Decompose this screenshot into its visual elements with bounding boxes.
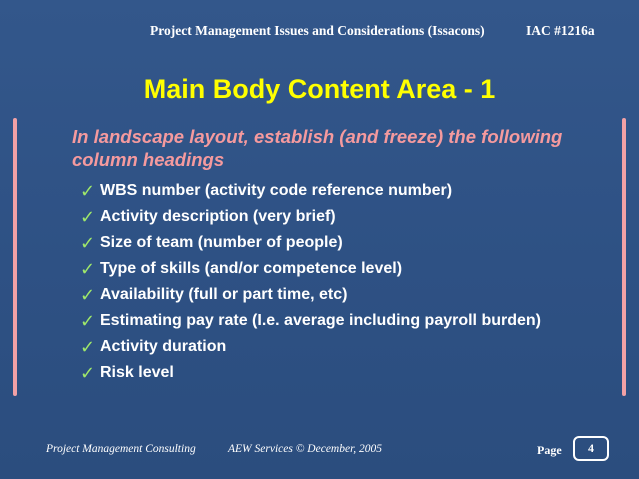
- footer-company: Project Management Consulting: [46, 443, 196, 455]
- list-item: [80, 334, 541, 360]
- page-number-box: [573, 436, 609, 461]
- checkmark-icon: ✓: [80, 362, 96, 384]
- bullet-list: [80, 178, 541, 386]
- bullet-text: Activity duration: [100, 338, 227, 355]
- page-label: Page: [537, 443, 562, 457]
- bullet-text: Availability (full or part time, etc): [100, 286, 348, 303]
- bullet-text: Activity description (very brief): [100, 208, 336, 225]
- bullet-text: WBS number (activity code reference number): [100, 182, 453, 199]
- checkmark-icon: ✓: [80, 310, 96, 332]
- list-item: [80, 308, 541, 334]
- list-item: [80, 178, 541, 204]
- bullet-text: Estimating pay rate (I.e. average including payroll burden): [100, 312, 541, 329]
- left-accent-bar: [13, 118, 17, 396]
- checkmark-icon: ✓: [80, 258, 96, 280]
- list-item: [80, 230, 541, 256]
- header-title: Project Management Issues and Considerations (Issacons): [150, 23, 485, 38]
- right-accent-bar: [622, 118, 626, 396]
- slide-title: Main Body Content Area - 1: [143, 74, 496, 104]
- list-item: [80, 256, 541, 282]
- bullet-text: Risk level: [100, 364, 174, 381]
- list-item: [80, 360, 541, 386]
- list-item: [80, 204, 541, 230]
- header-id: IAC #1216a: [526, 23, 595, 38]
- checkmark-icon: ✓: [80, 232, 96, 254]
- checkmark-icon: ✓: [80, 180, 96, 202]
- checkmark-icon: ✓: [80, 284, 96, 306]
- checkmark-icon: ✓: [80, 206, 96, 228]
- checkmark-icon: ✓: [80, 336, 96, 358]
- slide-subtitle: In landscape layout, establish (and freeze) the following column headings: [72, 126, 563, 170]
- list-item: [80, 282, 541, 308]
- footer-copyright: AEW Services © December, 2005: [228, 443, 383, 455]
- page-number: 4: [588, 441, 594, 455]
- bullet-text: Type of skills (and/or competence level): [100, 260, 403, 277]
- bullet-text: Size of team (number of people): [100, 234, 343, 251]
